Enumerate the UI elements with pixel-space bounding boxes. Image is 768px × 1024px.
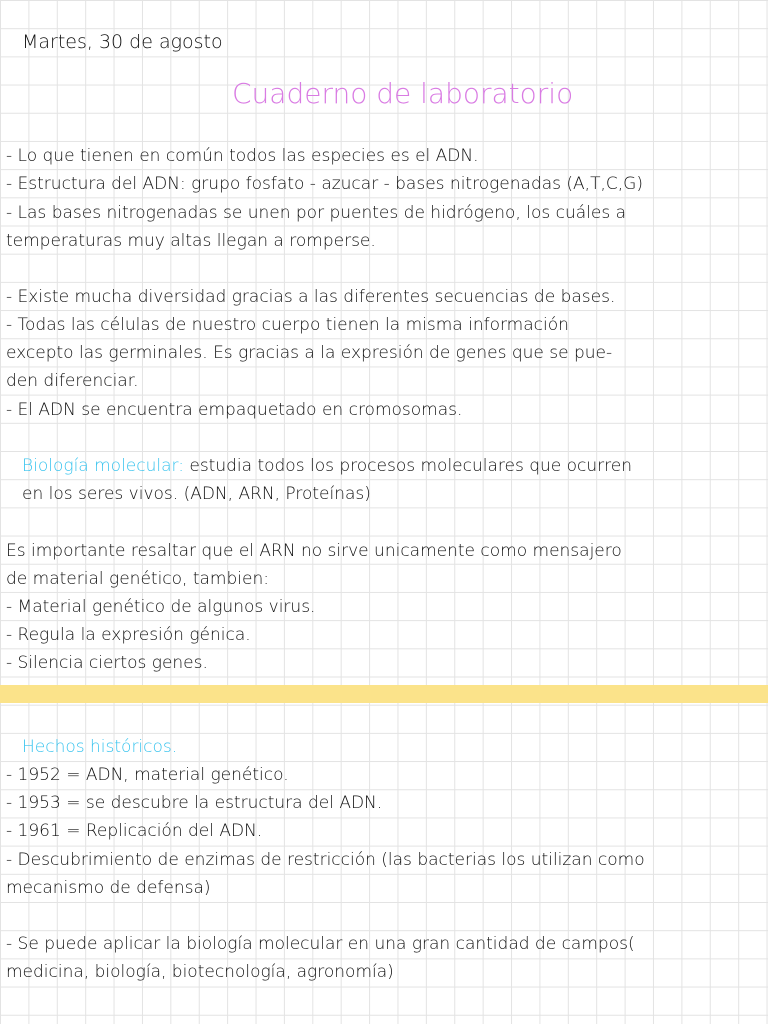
note-line: - Lo que tienen en común todos las especies es el ADN.: [6, 146, 479, 166]
note-line: den diferenciar.: [6, 371, 139, 391]
note-line: - El ADN se encuentra empaquetado en cromosomas.: [6, 400, 463, 420]
biologia-molecular-line: [22, 456, 632, 476]
note-line: - Todas las células de nuestro cuerpo tienen la misma información: [6, 315, 569, 335]
note-line: - 1961 = Replicación del ADN.: [6, 821, 263, 841]
note-line: mecanismo de defensa): [6, 878, 211, 898]
note-line: excepto las germinales. Es gracias a la expresión de genes que se pue-: [6, 343, 613, 363]
note-line: - 1952 = ADN, material genético.: [6, 765, 289, 785]
note-line: - 1953 = se descubre la estructura del ADN.: [6, 793, 383, 813]
hechos-historicos-heading: Hechos históricos.: [22, 737, 178, 757]
note-line: - Existe mucha diversidad gracias a las diferentes secuencias de bases.: [6, 287, 616, 307]
note-line: - Descubrimiento de enzimas de restricción (las bacterias los utilizan como: [6, 850, 645, 870]
note-line: en los seres vivos. (ADN, ARN, Proteínas): [22, 484, 371, 504]
note-line: Es importante resaltar que el ARN no sirve unicamente como mensajero: [6, 541, 622, 561]
highlighter-divider: [0, 685, 768, 703]
note-line: - Estructura del ADN: grupo fosfato - azucar - bases nitrogenadas (A,T,C,G): [6, 174, 643, 194]
note-line: - Se puede aplicar la biología molecular en una gran cantidad de campos(: [6, 934, 635, 954]
note-line: - Las bases nitrogenadas se unen por puentes de hidrógeno, los cuáles a: [6, 203, 627, 223]
biologia-molecular-heading: Biología molecular:: [22, 456, 184, 476]
note-line: - Material genético de algunos virus.: [6, 597, 316, 617]
note-line: de material genético, tambien:: [6, 569, 269, 589]
biologia-molecular-text: estudia todos los procesos moleculares que ocurren: [183, 456, 633, 476]
page-title: Cuaderno de laboratorio: [232, 77, 574, 110]
date-heading: Martes, 30 de agosto: [22, 31, 223, 53]
note-line: - Regula la expresión génica.: [6, 625, 251, 645]
note-line: - Silencia ciertos genes.: [6, 653, 208, 673]
note-line: temperaturas muy altas llegan a romperse.: [6, 231, 376, 251]
note-line: medicina, biología, biotecnología, agronomía): [6, 962, 394, 982]
